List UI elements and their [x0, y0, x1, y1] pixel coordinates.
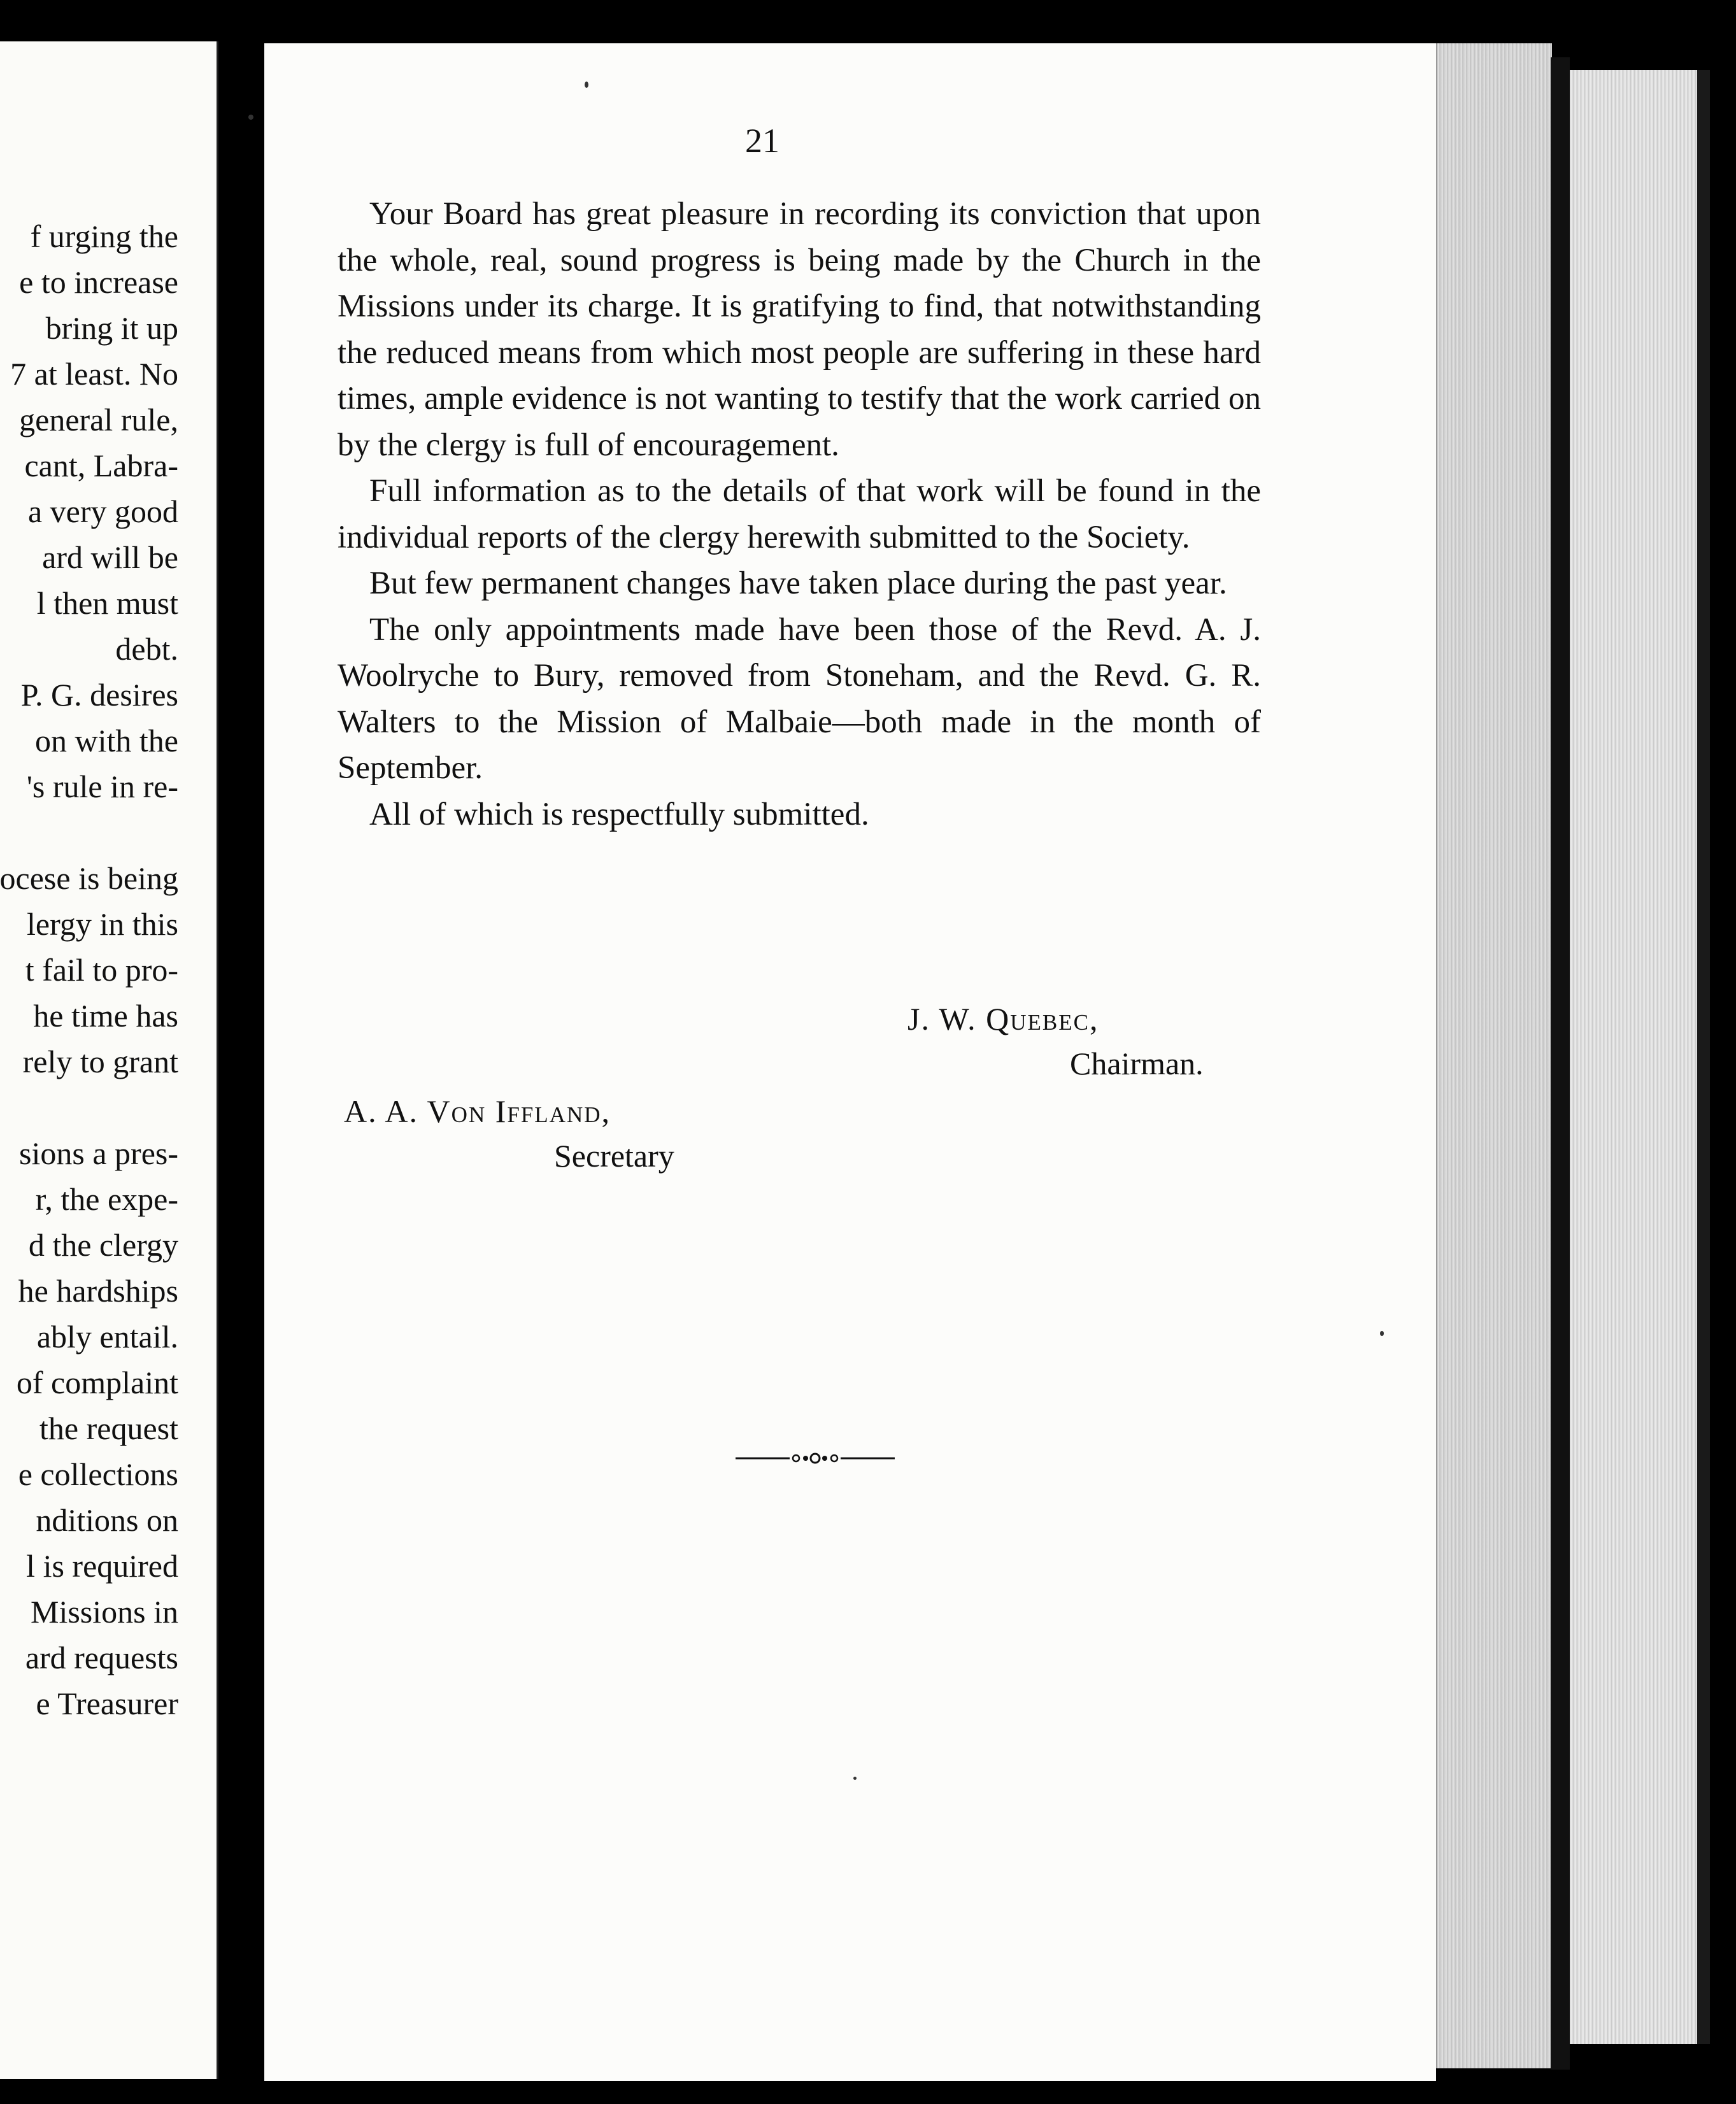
left-line: [0, 809, 178, 855]
paragraph: All of which is respectfully submitted.: [369, 796, 869, 832]
paragraph: Your Board has great pleasure in recording its conviction that upon the whole, real, sound progress is being made by the Church in the Missions under its charge. It is gratifying to find, that notwithstanding the reduced means from which most people are suffering in these hard times, ample evidence is not wanting to testify that the work carried on by the clergy is full of encouragement.: [338, 196, 1261, 463]
left-line: e to increase: [19, 264, 178, 300]
secretary-name: A. A. Von Iffland,: [344, 1093, 611, 1129]
left-line: l is required: [26, 1548, 178, 1584]
left-line: the request: [39, 1411, 178, 1446]
left-line: e collections: [18, 1456, 178, 1492]
paragraph: The only appointments made have been those of the Revd. A. J. Woolryche to Bury, removed from Stoneham, and the Revd. G. R. Walters to the Mission of Malbaie—both made in the month of September.: [338, 611, 1261, 786]
left-line: l then must: [36, 585, 178, 621]
cover-edge: [1551, 57, 1570, 2070]
left-line: P. G. desires: [20, 677, 178, 713]
secretary-title: Secretary: [554, 1138, 674, 1174]
left-line: e Treasurer: [36, 1686, 178, 1721]
left-line: ocese is being: [0, 860, 178, 896]
left-line: on with the: [35, 723, 178, 758]
chairman-title: Chairman.: [1070, 1046, 1204, 1081]
left-line: f urging the: [30, 218, 178, 254]
chairman-signature: [907, 997, 1204, 1086]
left-page: [0, 41, 218, 2079]
paragraph: Full information as to the details of that work will be found in the individual reports of the clergy herewith submitted to the Society.: [338, 473, 1261, 555]
left-page-text: [0, 213, 178, 1726]
ornament-divider: [736, 1449, 895, 1468]
left-line: [0, 1084, 178, 1130]
secretary-signature: [344, 1089, 674, 1178]
left-line: 7 at least. No: [10, 356, 178, 392]
left-line: general rule,: [19, 402, 178, 437]
left-line: cant, Labra-: [24, 448, 178, 483]
report-body: [338, 191, 1261, 837]
paragraph: But few permanent changes have taken place during the past year.: [369, 565, 1227, 601]
cover-outer-edge: [1697, 70, 1710, 2044]
left-line: Missions in: [30, 1594, 178, 1630]
ink-speck: [853, 1777, 857, 1780]
left-line: r, the expe-: [35, 1181, 178, 1217]
left-line: he time has: [33, 998, 178, 1034]
left-line: ably entail.: [36, 1319, 178, 1354]
page-edges-outer: [1570, 70, 1697, 2044]
left-line: of complaint: [16, 1365, 178, 1400]
left-line: ard will be: [42, 539, 178, 575]
ink-speck: [585, 82, 588, 88]
left-line: debt.: [115, 631, 178, 667]
left-line: d the clergy: [28, 1227, 178, 1263]
left-line: ard requests: [25, 1640, 178, 1675]
left-line: nditions on: [36, 1502, 178, 1538]
left-line: bring it up: [45, 310, 178, 346]
page-edges: [1436, 43, 1552, 2068]
book-gutter: [218, 0, 264, 2104]
left-line: t fail to pro-: [25, 952, 178, 988]
left-line: lergy in this: [27, 906, 178, 942]
left-line: 's rule in re-: [26, 769, 178, 804]
left-line: a very good: [27, 494, 178, 529]
left-line: sions a pres-: [19, 1135, 178, 1171]
ink-speck: [248, 115, 253, 120]
left-line: rely to grant: [22, 1044, 178, 1079]
chairman-name: J. W. Quebec,: [907, 1001, 1099, 1037]
left-line: he hardships: [18, 1273, 178, 1309]
page-number: 21: [745, 122, 779, 160]
ink-speck: [1380, 1331, 1384, 1336]
